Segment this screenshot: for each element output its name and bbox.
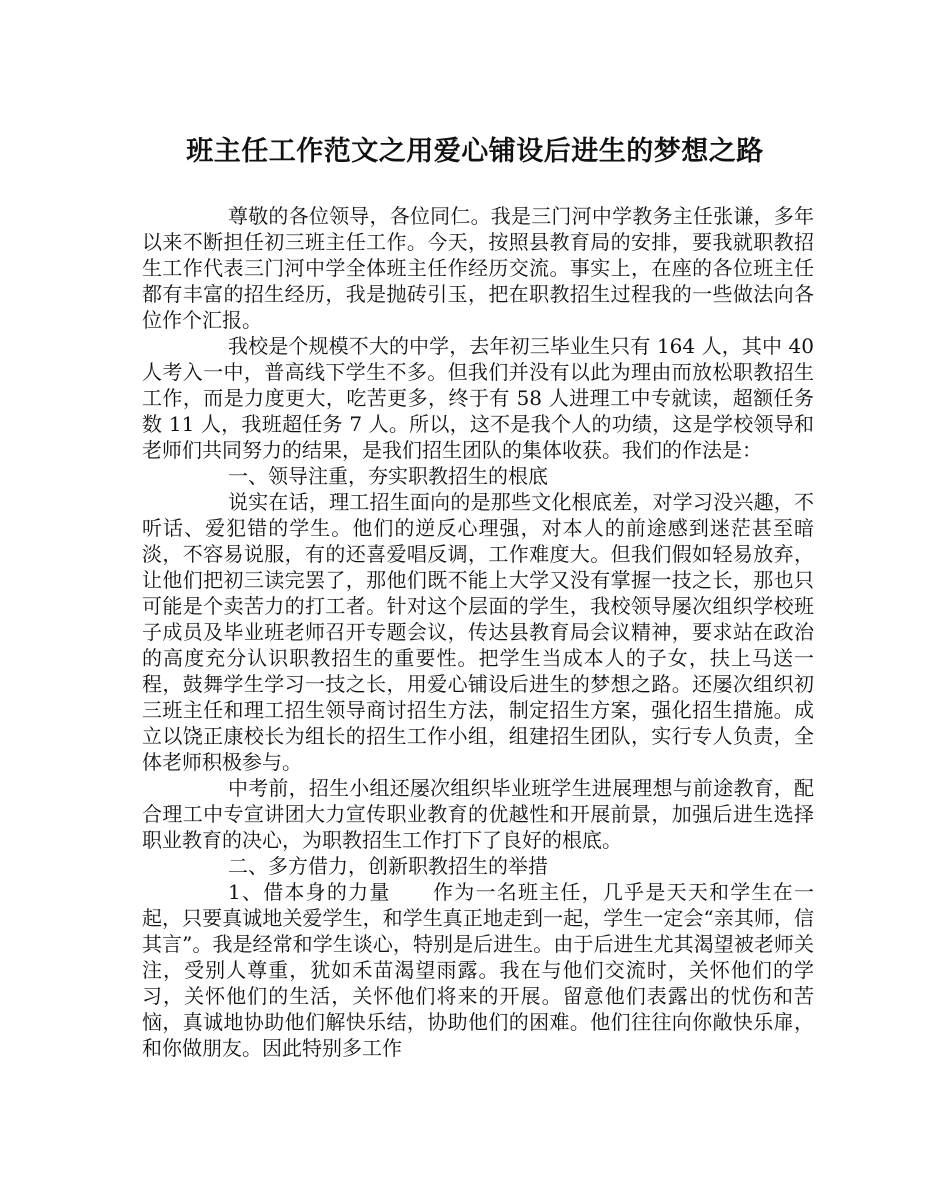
paragraph-leadership: 说实在话，理工招生面向的是那些文化根底差，对学习没兴趣，不听话、爱犯错的学生。他们的逆反心理强，对本人的前途感到迷茫甚至暗淡，不容易说服，有的还喜爱唱反调，工作难度大。但我们假如轻易放弃，让他们把初三读完罢了，那他们既不能上大学又没有掌握一技之长，那也只可能是个卖苦力的打工者。针对这个层面的学生，我校领导屡次组织学校班子成员及毕业班老师召开专题会议，传达县教育局会议精神，要求站在政治的高度充分认识职教招生的重要性。把学生当成本人的子女，扶上马送一程，鼓舞学生学习一技之长，用爱心铺设后进生的梦想之路。还屡次组织初三班主任和理工招生领导商讨招生方法，制定招生方案，强化招生措施。成立以饶正康校长为组长的招生工作小组，组建招生团队，实行专人负责，全体老师积极参与。	[142, 490, 814, 774]
document-title: 班主任工作范文之用爱心铺设后进生的梦想之路	[186, 136, 764, 167]
paragraph-greeting: 尊敬的各位领导，各位同仁。我是三门河中学教务主任张谦，多年以来不断担任初三班主任工作。今天，按照县教育局的安排，要我就职教招生工作代表三门河中学全体班主任作经历交流。事实上，在座的各位班主任都有丰富的招生经历，我是抛砖引玉，把在职教招生过程我的一些做法向各位作个汇报。	[142, 204, 814, 332]
paragraph-own-strength: 1、借本身的力量 作为一名班主任，几乎是天天和学生在一起，只要真诚地关爱学生，和学生真正地走到一起，学生一定会“亲其师，信其言”。我是经常和学生谈心，特别是后进生。由于后进生尤其渴望被老师关注，受别人尊重，犹如禾苗渴望雨露。我在与他们交流时，关怀他们的学习，关怀他们的生活，关怀他们将来的开展。留意他们表露出的忧伤和苦恼，真诚地协助他们解快乐结，协助他们的困难。他们往往向你敞快乐扉，和你做朋友。因此特别多工作	[142, 880, 814, 1060]
paragraph-school-overview: 我校是个规模不大的中学，去年初三毕业生只有 164 人，其中 40 人考入一中，普高线下学生不多。但我们并没有以此为理由而放松职教招生工作，而是力度更大，吃苦更多，终于有 58 人进理工中专就读，超额任务数 11 人，我班超任务 7 人。所以，这不是我个人的功绩，这是学校领导和老师们共同努力的结果，是我们招生团队的集体收获。我们的作法是：	[142, 334, 814, 462]
document-body	[142, 203, 814, 1061]
paragraph-pre-exam: 中考前，招生小组还屡次组织毕业班学生进展理想与前途教育，配合理工中专宣讲团大力宣传职业教育的优越性和开展前景，加强后进生选择职业教育的决心，为职教招生工作打下了良好的根底。	[142, 776, 814, 852]
section-heading-2: 二、多方借力，创新职教招生的举措	[228, 854, 548, 878]
section-heading-1: 一、领导注重，夯实职教招生的根底	[228, 464, 548, 488]
